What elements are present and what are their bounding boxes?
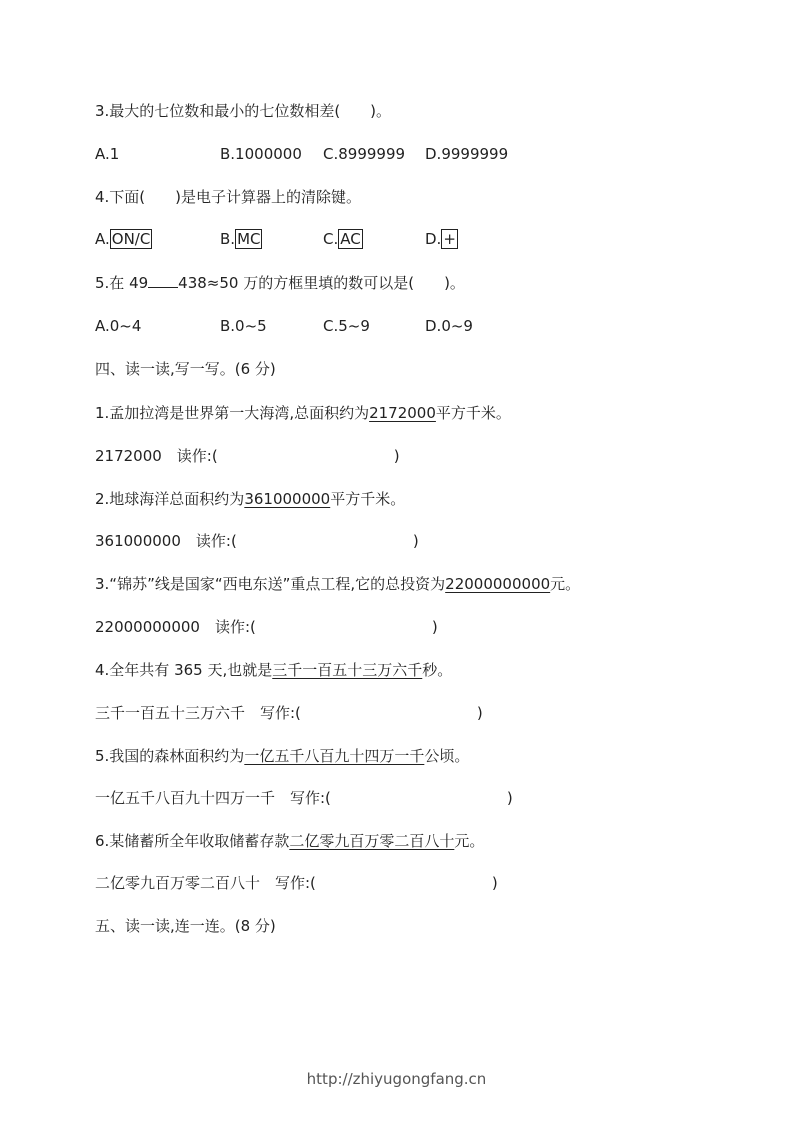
q4-option-d: [425, 229, 458, 249]
footer-url: http://zhiyugongfang.cn: [306, 1070, 487, 1088]
s4-item4-question: [95, 660, 452, 680]
s4-item5-underlined: 一亿五千八百九十四万一千: [244, 747, 425, 765]
q4-option-a-letter: A.: [95, 230, 110, 248]
s4-item4-after: 秒。: [422, 661, 453, 679]
s4-item6-answer-prefix: 二亿零九百万零二百八十 写作:(: [95, 874, 316, 892]
s4-item5-question: [95, 746, 469, 766]
calculator-key-mc: MC: [237, 230, 261, 248]
s4-item5-before: 5.我国的森林面积约为: [95, 747, 245, 765]
s4-item3-after: 元。: [550, 575, 581, 593]
calculator-key-plus: +: [443, 230, 456, 248]
q5-option-a: A.0~4: [95, 317, 142, 335]
s4-item3-answer-suffix: ): [431, 618, 438, 636]
q4-option-d-letter: D.: [425, 230, 442, 248]
s4-item3-underlined: 22000000000: [445, 575, 551, 593]
section4-title: 四、读一读,写一写。(6 分): [95, 360, 276, 378]
q4-option-a: [95, 229, 152, 249]
s4-item1-underlined: 2172000: [369, 404, 436, 422]
q5-stem-after: 438≈50 万的方框里填的数可以是( )。: [178, 274, 465, 292]
calculator-key-onc: ON/C: [111, 230, 151, 248]
s4-item2-answer: [95, 531, 419, 551]
s4-item5-answer: [95, 788, 513, 808]
s4-item2-before: 2.地球海洋总面积约为: [95, 490, 245, 508]
s4-item3-answer-prefix: 22000000000 读作:(: [95, 618, 256, 636]
s4-item4-before: 4.全年共有 365 天,也就是: [95, 661, 273, 679]
s4-item2-underlined: 361000000: [244, 490, 331, 508]
calculator-key-ac: AC: [340, 230, 361, 248]
s4-item4-answer-suffix: ): [476, 704, 483, 722]
s4-item3-answer: [95, 617, 438, 637]
q5-option-d: D.0~9: [425, 317, 473, 335]
q3-option-a: A.1: [95, 145, 120, 163]
s4-item5-answer-prefix: 一亿五千八百九十四万一千 写作:(: [95, 789, 331, 807]
s4-item6-after: 元。: [454, 832, 485, 850]
s4-item1-before: 1.孟加拉湾是世界第一大海湾,总面积约为: [95, 404, 370, 422]
q3-option-d: D.9999999: [425, 145, 509, 163]
q5-option-b: B.0~5: [220, 317, 267, 335]
q4-option-b: [220, 229, 262, 249]
q5-fill-blank: [148, 273, 178, 288]
s4-item6-answer: [95, 873, 498, 893]
s4-item2-answer-prefix: 361000000 读作:(: [95, 532, 237, 550]
s4-item6-before: 6.某储蓄所全年收取储蓄存款: [95, 832, 290, 850]
s4-item3-before: 3.“锦苏”线是国家“西电东送”重点工程,它的总投资为: [95, 575, 446, 593]
s4-item2-after: 平方千米。: [330, 490, 406, 508]
s4-item5-answer-suffix: ): [506, 789, 513, 807]
q3-stem: 3.最大的七位数和最小的七位数相差( )。: [95, 102, 392, 120]
s4-item1-answer-suffix: ): [393, 447, 400, 465]
q4-stem: 4.下面( )是电子计算器上的清除键。: [95, 188, 362, 206]
s4-item1-question: [95, 403, 511, 423]
s4-item3-question: [95, 574, 580, 594]
q5-option-c: C.5~9: [323, 317, 370, 335]
s4-item4-answer-prefix: 三千一百五十三万六千 写作:(: [95, 704, 301, 722]
s4-item5-after: 公顷。: [424, 747, 470, 765]
section5-title: 五、读一读,连一连。(8 分): [95, 917, 276, 935]
s4-item4-underlined: 三千一百五十三万六千: [272, 661, 423, 679]
q5-stem: [95, 273, 465, 293]
s4-item2-answer-suffix: ): [412, 532, 419, 550]
s4-item4-answer: [95, 703, 483, 723]
s4-item6-answer-suffix: ): [491, 874, 498, 892]
q4-option-b-letter: B.: [220, 230, 236, 248]
q4-option-c: [323, 229, 363, 249]
q3-option-b: B.1000000: [220, 145, 302, 163]
s4-item1-after: 平方千米。: [435, 404, 511, 422]
q3-option-c: C.8999999: [323, 145, 406, 163]
q4-option-c-letter: C.: [323, 230, 339, 248]
s4-item2-question: [95, 489, 405, 509]
s4-item1-answer-prefix: 2172000 读作:(: [95, 447, 218, 465]
s4-item1-answer: [95, 446, 400, 466]
q5-stem-before: 5.在 49: [95, 274, 149, 292]
s4-item6-question: [95, 831, 484, 851]
s4-item6-underlined: 二亿零九百万零二百八十: [289, 832, 455, 850]
